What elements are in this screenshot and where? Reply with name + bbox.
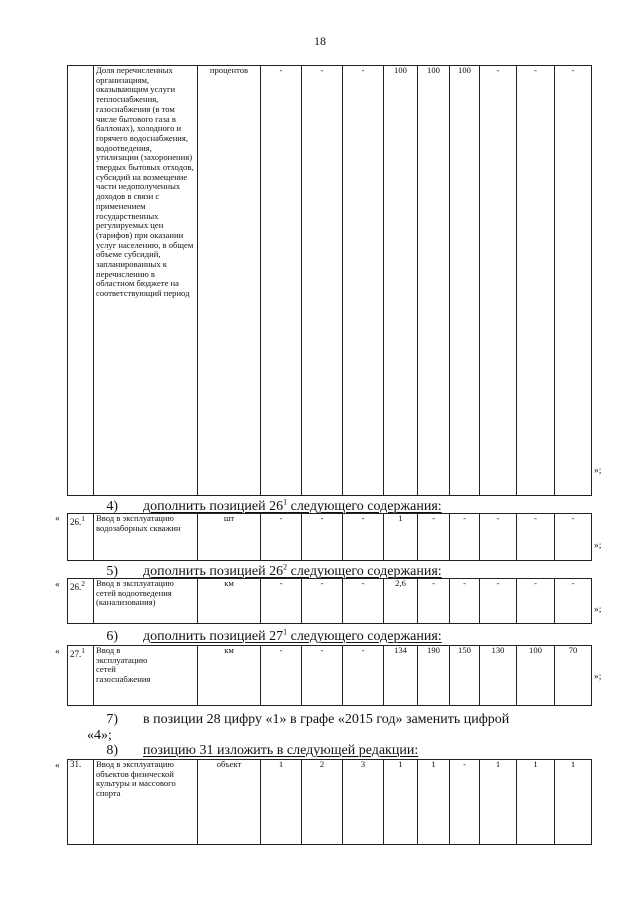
value-cell: 1 — [517, 760, 555, 845]
value-cell: 100 — [418, 66, 450, 496]
opening-quote: « — [55, 580, 60, 590]
value-cell: - — [261, 646, 302, 706]
row-number: 31. — [68, 760, 94, 845]
table-row — [68, 514, 592, 561]
table-row — [68, 579, 592, 624]
unit-cell: км — [198, 646, 261, 706]
value-cell: - — [418, 514, 450, 561]
value-cell: - — [450, 760, 480, 845]
value-cell: - — [302, 579, 343, 624]
closing-mark: »; — [594, 541, 602, 551]
table-row — [68, 760, 592, 845]
value-cell: 150 — [450, 646, 480, 706]
instruction-4 — [88, 499, 578, 514]
value-cell: 190 — [418, 646, 450, 706]
instruction-text: в позиции 28 цифру «1» в графе «2015 год» заменить цифрой — [143, 712, 510, 727]
opening-quote: « — [55, 647, 60, 657]
instruction-5 — [88, 564, 578, 579]
value-cell: - — [343, 579, 384, 624]
instruction-text: дополнить позицией 26 — [143, 499, 284, 514]
opening-quote: « — [55, 514, 60, 524]
value-cell: 1 — [384, 760, 418, 845]
value-cell: - — [343, 514, 384, 561]
value-cell: - — [261, 514, 302, 561]
instruction-7 — [88, 712, 578, 727]
value-cell: 3 — [343, 760, 384, 845]
page-number: 18 — [314, 34, 326, 48]
value-cell: - — [517, 66, 555, 496]
indicator-table-31 — [67, 759, 592, 845]
indicator-table-26-2 — [67, 578, 592, 624]
instruction-text: дополнить позицией 27 — [143, 629, 284, 644]
indicator-name: Ввод в эксплуатацию водозаборных скважин — [94, 514, 198, 561]
instruction-text: дополнить позицией 26 — [143, 564, 284, 579]
value-cell: 2 — [302, 760, 343, 845]
indicator-table-27-1 — [67, 645, 592, 706]
value-cell: 134 — [384, 646, 418, 706]
value-cell: - — [450, 514, 480, 561]
value-cell: - — [555, 514, 592, 561]
instruction-8 — [88, 743, 578, 758]
superscript: 1 — [283, 627, 288, 637]
item-number: 4) — [106, 499, 118, 514]
value-cell: 1 — [384, 514, 418, 561]
row-number: 26.$^2$ — [68, 579, 94, 624]
closing-mark: »; — [594, 672, 602, 682]
instruction-text: следующего содержания: — [287, 629, 442, 644]
indicator-name: Ввод в эксплуатацию сетей газоснабжения — [94, 646, 198, 706]
value-cell: - — [302, 66, 343, 496]
value-cell: - — [302, 514, 343, 561]
indicator-name: Ввод в эксплуатацию сетей водоотведения (канализования) — [94, 579, 198, 624]
value-cell: - — [480, 66, 517, 496]
value-cell: - — [302, 646, 343, 706]
table-row — [68, 66, 592, 496]
value-cell: 1 — [418, 760, 450, 845]
value-cell: 100 — [450, 66, 480, 496]
value-cell: 1 — [480, 760, 517, 845]
item-number: 8) — [106, 743, 118, 758]
value-cell: 1 — [555, 760, 592, 845]
value-cell: - — [480, 514, 517, 561]
row-number: 26.$^1$ — [68, 514, 94, 561]
value-cell: - — [261, 66, 302, 496]
superscript: 2 — [283, 562, 288, 572]
item-number: 7) — [106, 712, 118, 727]
indicator-name: Доля перечисленных организациям, оказывающим услуги теплоснабжения, газоснабжения (в том числе бытового газа в баллонах), холодного и горячего водоснабжения, водоотведения, утилизации (захоронения) твердых бытовых отходов, субсидий на возмещение части недополученных доходов в связи с применением государственных регулируемых цен (тарифов) при оказании услуг населению, в общем объеме субсидий, запланированных к перечислению в областном бюджете на соответствующий период — [94, 66, 198, 496]
value-cell: - — [480, 579, 517, 624]
value-cell: - — [261, 579, 302, 624]
row-number: 27.$^1$ — [68, 646, 94, 706]
value-cell: - — [343, 646, 384, 706]
value-cell: - — [517, 514, 555, 561]
item-number: 6) — [106, 629, 118, 644]
value-cell: 70 — [555, 646, 592, 706]
instruction-text: следующего содержания: — [287, 499, 442, 514]
value-cell: - — [555, 66, 592, 496]
indicator-table-26-1 — [67, 513, 592, 561]
superscript: 1 — [283, 497, 288, 507]
opening-quote: « — [55, 761, 60, 771]
value-cell: 2,6 — [384, 579, 418, 624]
closing-mark: »; — [594, 605, 602, 615]
row-number — [68, 66, 94, 496]
instruction-text: позицию 31 изложить в следующей редакции: — [143, 743, 419, 758]
value-cell: - — [555, 579, 592, 624]
closing-mark: »; — [594, 466, 602, 476]
indicator-name: Ввод в эксплуатацию объектов физической культуры и массового спорта — [94, 760, 198, 845]
instruction-7-continuation — [87, 728, 577, 743]
item-number: 5) — [106, 564, 118, 579]
value-cell: - — [343, 66, 384, 496]
value-cell: - — [418, 579, 450, 624]
instruction-text: следующего содержания: — [287, 564, 442, 579]
instruction-text: «4»; — [87, 728, 112, 743]
value-cell: - — [450, 579, 480, 624]
unit-cell: км — [198, 579, 261, 624]
value-cell: 100 — [384, 66, 418, 496]
instruction-6 — [88, 629, 578, 644]
value-cell: - — [517, 579, 555, 624]
value-cell: 1 — [261, 760, 302, 845]
value-cell: 130 — [480, 646, 517, 706]
indicator-table-share-subsidies — [67, 65, 592, 496]
unit-cell: объект — [198, 760, 261, 845]
unit-cell: процентов — [198, 66, 261, 496]
table-row — [68, 646, 592, 706]
value-cell: 100 — [517, 646, 555, 706]
unit-cell: шт — [198, 514, 261, 561]
